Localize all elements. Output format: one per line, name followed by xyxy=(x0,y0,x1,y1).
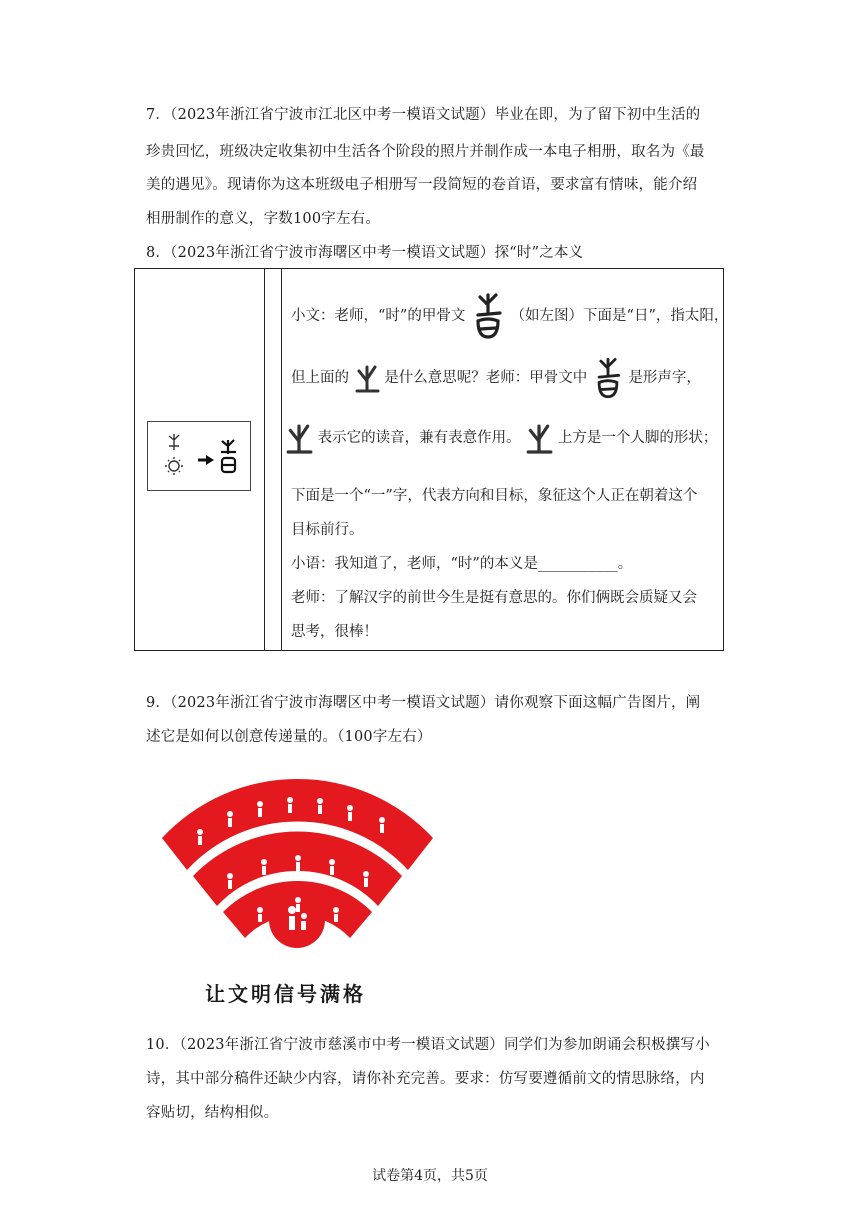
q8-row3-a: 表示它的读音，兼有表意作用。 xyxy=(317,430,521,446)
q9-line-2: 述它是如何以创意传递量的。（100字左右） xyxy=(146,729,432,745)
poster-slogan: 让文明信号满格 xyxy=(205,982,366,1006)
q8-row2-c: 是形声字， xyxy=(628,370,701,386)
wifi-poster-image xyxy=(160,770,435,1010)
q8-row1-a: 小文：老师，“时”的甲骨文 xyxy=(291,308,466,324)
q8-row3-b: 上方是一个人脚的形状； xyxy=(557,430,718,446)
q10-line-3: 容贴切，结构相似。 xyxy=(146,1105,279,1121)
table-divider xyxy=(281,269,282,650)
q8-row5: 目标前行。 xyxy=(291,522,364,538)
oracle-zhi-icon xyxy=(354,361,380,395)
q8-row6: 小语：我知道了，老师，“时”的本义是___________。 xyxy=(291,556,633,572)
table-divider xyxy=(264,269,265,650)
oracle-shi-icon xyxy=(592,355,624,401)
q10-line-2: 诗，其中部分稿件还缺少内容，请你补充完善。要求：仿写要遵循前文的情思脉络，内 xyxy=(146,1071,705,1087)
q8-title: 8．（2023年浙江省宁波市海曙区中考一模语文试题）探“时”之本义 xyxy=(146,245,584,261)
q8-row8: 思考，很棒！ xyxy=(291,624,378,640)
oracle-shi-icon xyxy=(470,291,506,341)
q8-table xyxy=(134,268,729,651)
q7-line-3: 美的遇见》。现请你为这本班级电子相册写一段简短的卷首语，要求富有情味，能介绍 xyxy=(146,177,698,193)
q8-row2-b: 是什么意思呢？老师：甲骨文中 xyxy=(384,370,588,386)
q8-row1-b: （如左图）下面是“日”，指太阳， xyxy=(510,308,729,324)
oracle-evolution-icon xyxy=(148,422,250,490)
q7-line-1: 7．（2023年浙江省宁波市江北区中考一模语文试题）毕业在即，为了留下初中生活的 xyxy=(146,107,701,123)
q7-line-4: 相册制作的意义，字数100字左右。 xyxy=(146,211,381,227)
q8-row7: 老师：了解汉字的前世今生是挺有意思的。你们俩既会质疑又会 xyxy=(291,590,697,606)
q8-row2-a: 但上面的 xyxy=(291,370,349,386)
oracle-zhi-icon xyxy=(525,417,553,459)
q7-line-2: 珍贵回忆，班级决定收集初中生活各个阶段的照片并制作成一本电子相册，取名为《最 xyxy=(146,144,705,160)
q9-line-1: 9．（2023年浙江省宁波市海曙区中考一模语文试题）请你观察下面这幅广告图片，阐 xyxy=(146,695,701,711)
q10-line-1: 10．（2023年浙江省宁波市慈溪市中考一模语文试题）同学们为参加朗诵会积极撰写小 xyxy=(146,1037,710,1053)
q8-row4: 下面是一个“一”字，代表方向和目标，象征这个人正在朝着这个 xyxy=(291,488,698,504)
page-footer: 试卷第4页，共5页 xyxy=(372,1168,488,1184)
oracle-zhi-icon xyxy=(285,417,313,459)
oracle-evolution-image xyxy=(147,421,251,491)
wifi-signal-icon xyxy=(160,770,435,970)
